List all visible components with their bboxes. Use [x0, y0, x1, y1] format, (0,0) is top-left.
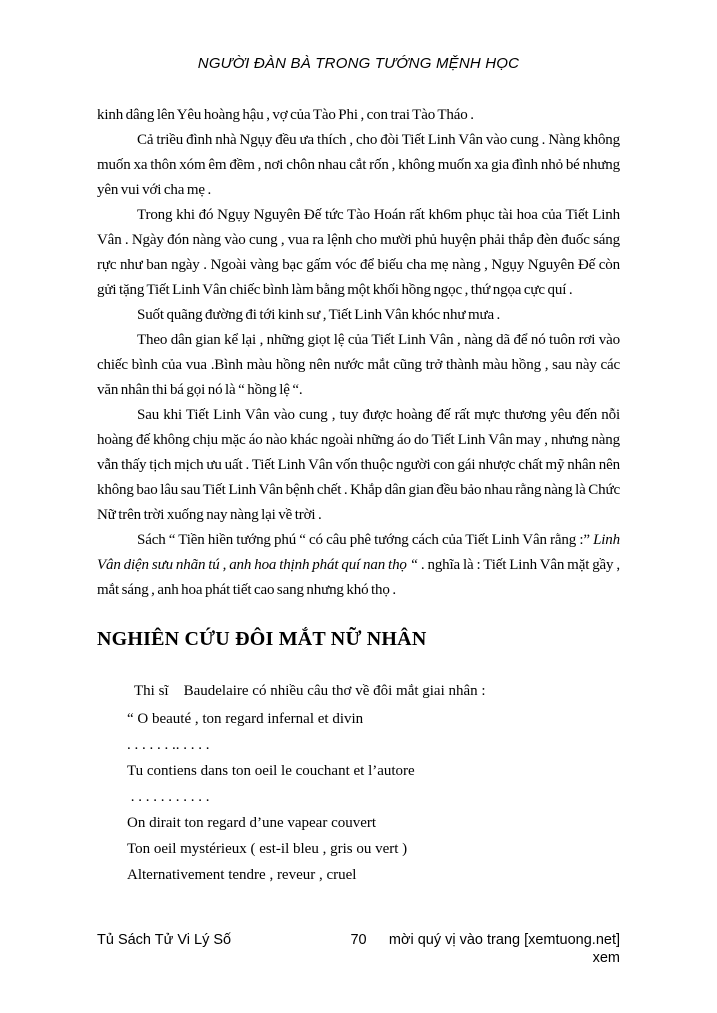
poem-block [127, 706, 620, 888]
paragraph: Theo dân gian kể lại , những giọt lệ của Tiết Linh Vân , nàng dã để nó tuôn rơi vào chiếc bình của vua .Bình màu hồng nên nước mắt cũng trở thành màu hồng , sau này các văn nhân thi bá gọi nó là “ hồng lệ “. [97, 332, 620, 398]
page-footer [97, 931, 620, 967]
poem-ellipsis-line: . . . . . . .. . . . . [127, 737, 210, 753]
poem-line: Ton oeil mystérieux ( est-il bleu , gris ou vert ) [127, 841, 408, 857]
page-content [97, 55, 620, 888]
poem-line: Alternativement tendre , reveur , cruel [127, 867, 357, 883]
paragraph: Trong khi đó Ngụy Nguyên Đế tức Tào Hoán rất kh6m phục tài hoa của Tiết Linh Vân . Ngày đón nàng vào cung , vua ra lệnh cho mười phủ huyện phải thắp đèn đuốc sáng rực như ban ngày . Ngoài vàng bạc gấm vóc để biếu cha mẹ nàng , Ngụy Nguyên Đế còn gửi tặng Tiết Linh Vân chiếc bình làm bằng một khối hồng ngọc , thứ ngọa cực quí . [97, 207, 620, 298]
quote-explanation-text: . nghĩa là : Tiết Linh Vân mặt gầy , mắt sáng , anh hoa phát tiết cao sang nhưng khó thọ . [97, 557, 620, 598]
quote-lead-text: Sách “ Tiền hiền tướng phú “ có câu phê tướng cách của Tiết Linh Vân rằng :” [137, 532, 594, 548]
paragraph-with-quote [97, 528, 620, 603]
paragraph: Suốt quãng đường đi tới kinh sư , Tiết Linh Vân khóc như mưa . [137, 307, 501, 323]
paragraph: Cả triều đình nhà Ngụy đều ưa thích , cho đòi Tiết Linh Vân vào cung . Nàng không muốn xa thôn xóm êm đềm , nơi chôn nhau cắt rốn , không muốn xa gia đình nhỏ bé nhưng yên vui với cha mẹ . [97, 132, 620, 198]
poem-line: “ O beauté , ton regard infernal et divin [127, 711, 364, 727]
page-number: 70 [350, 932, 367, 948]
body-text [97, 103, 620, 603]
running-header: NGƯỜI ĐÀN BÀ TRONG TƯỚNG MỆNH HỌC [197, 55, 520, 72]
footer-site-note: mời quý vị vào trang [xemtuong.net] xem [388, 932, 621, 966]
quoted-phrase-italic: Linh Vân diện sưu nhãn tú , anh hoa thịnh phát quí nan thọ “ [97, 532, 620, 573]
poem-line: On dirait ton regard d’une vapear couvert [127, 815, 377, 831]
poem-intro: Thi sĩ Baudelaire có nhiều câu thơ về đôi mắt giai nhân : [134, 683, 486, 699]
section-heading: NGHIÊN CỨU ĐÔI MẮT NỮ NHÂN [97, 628, 427, 650]
poem-line: Tu contiens dans ton oeil le couchant et l’autore [127, 763, 415, 779]
poem-ellipsis-line: . . . . . . . . . . . [127, 789, 210, 805]
paragraph: Sau khi Tiết Linh Vân vào cung , tuy được hoàng đế rất mực thương yêu đến nỗi hoàng đế không chịu mặc áo nào khác ngoài những áo do Tiết Linh Vân may , nhưng nàng vẫn thấy tịch mịch ưu uất . Tiết Linh Vân vốn thuộc người con gái nhược chất mỹ nhân nên không bao lâu sau Tiết Linh Vân bệnh chết . Khắp dân gian đều bảo nhau rằng nàng là Chức Nữ trên trời xuống nay nàng lại về trời . [97, 407, 620, 523]
paragraph: kinh dâng lên Yêu hoàng hậu , vợ của Tào Phi , con trai Tào Tháo . [97, 107, 474, 123]
footer-series-title: Tủ Sách Tử Vi Lý Số [97, 932, 232, 948]
